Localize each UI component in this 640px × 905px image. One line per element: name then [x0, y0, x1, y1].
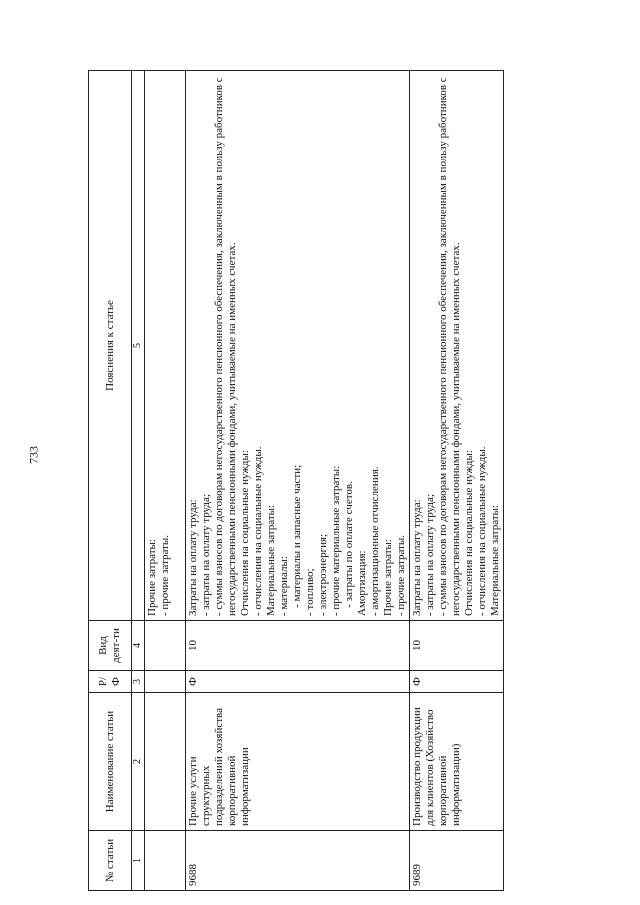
cell-activity: 10	[410, 621, 504, 671]
column-number: 5	[132, 71, 145, 621]
header-explanation: Пояснения к статье	[89, 71, 132, 621]
column-number: 3	[132, 671, 145, 693]
cell-code: 9688	[186, 831, 410, 891]
column-number-row	[132, 71, 145, 891]
cell-name	[145, 693, 186, 831]
cell-activity: 10	[186, 621, 410, 671]
header-activity-type: Вид деят-ти	[89, 621, 132, 671]
column-number: 1	[132, 831, 145, 891]
column-number: 2	[132, 693, 145, 831]
header-rf: Р/ Ф	[89, 671, 132, 693]
cell-explanation: Затраты на оплату труда: - затраты на оплату труда; - суммы взносов по договорам негосударственного пенсионного обеспечения, заключенным в пользу работников с негосударственными пенсионными фондами, учитываемые на именных счетах. Отчисления на социальные нужды: - отчисления на социальные нужды. Материальные затраты:	[410, 71, 504, 621]
cell-code	[145, 831, 186, 891]
column-number: 4	[132, 621, 145, 671]
cost-items-table	[88, 70, 504, 891]
continuation-row	[145, 71, 186, 891]
cell-explanation: Затраты на оплату труда: - затраты на оплату труда; - суммы взносов по договорам негосударственного пенсионного обеспечения, заключенным в пользу работников с негосударственными пенсионными фондами, учитываемые на именных счетах. Отчисления на социальные нужды: - отчисления на социальные нужды. Материальные затраты: - материалы: - материалы и запасные части; - топливо; - электроэнергия; - прочие материальные затраты: - затраты по оплате счетов. Амортизация: - амортизационные отчисления. Прочие затраты: - прочие затраты.	[186, 71, 410, 621]
header-item-name: Наименование статьи	[89, 693, 132, 831]
cell-name: Прочие услуги структурных подразделений хозяйства корпоративной информатизации	[186, 693, 410, 831]
cell-explanation: Прочие затраты: - прочие затраты.	[145, 71, 186, 621]
cell-rf	[145, 671, 186, 693]
table-row	[410, 71, 504, 891]
header-item-number: № статьи	[89, 831, 132, 891]
cell-activity	[145, 621, 186, 671]
cell-name: Производство продукции для клиентов (Хозяйство корпоративной информатизации)	[410, 693, 504, 831]
page-number: 733	[26, 446, 41, 464]
cell-rf: Ф	[410, 671, 504, 693]
cell-code: 9689	[410, 831, 504, 891]
cell-rf: Ф	[186, 671, 410, 693]
table-header-row	[89, 71, 132, 891]
table-row	[186, 71, 410, 891]
rotated-table-container	[88, 71, 578, 891]
